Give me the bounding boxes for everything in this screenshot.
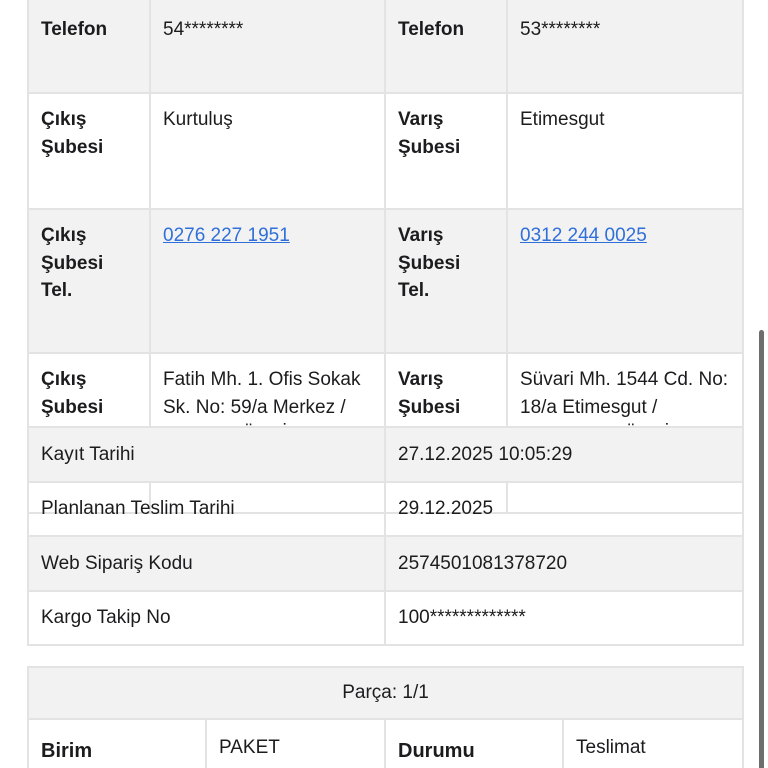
origin-branch-value: Kurtuluş <box>150 93 385 209</box>
web-order-code-label: Web Sipariş Kodu <box>28 536 385 591</box>
tracking-number-value: 100************* <box>385 591 743 646</box>
dest-branch-address-label: Varış Şubesi <box>385 353 507 513</box>
phone-row <box>28 0 743 93</box>
parts-table <box>27 666 744 768</box>
registration-date-value: 27.12.2025 10:05:29 <box>385 427 743 482</box>
dest-branch-value: Etimesgut <box>507 93 743 209</box>
origin-branch-tel-link[interactable]: 0276 227 1951 <box>163 225 290 246</box>
branch-row <box>28 93 743 209</box>
dest-branch-tel-label: Varış Şubesi Tel. <box>385 209 507 353</box>
dest-branch-address-value: Süvari Mh. 1544 Cd. No: 18/a Etimesgut / <box>507 353 743 513</box>
origin-branch-tel-cell <box>150 209 385 353</box>
parts-header-row <box>28 667 743 719</box>
detail-row-web-order-code <box>28 536 743 591</box>
planned-delivery-label: Planlanan Teslim Tarihi <box>28 482 385 537</box>
origin-branch-address-value: Fatih Mh. 1. Ofis Sokak Sk. No: 59/a Merkez / <box>150 353 385 513</box>
status-label: Durumu <box>385 719 563 768</box>
dest-branch-tel-link[interactable]: 0312 244 0025 <box>520 225 647 246</box>
sender-phone-label: Telefon <box>28 0 150 93</box>
sender-phone-value: 54******** <box>150 0 385 93</box>
origin-branch-tel-label: Çıkış Şubesi Tel. <box>28 209 150 353</box>
branch-tel-row <box>28 209 743 353</box>
parts-header: Parça: 1/1 <box>28 667 743 719</box>
planned-delivery-value: 29.12.2025 <box>385 482 743 537</box>
detail-row-registration-date <box>28 427 743 482</box>
dest-branch-tel-cell <box>507 209 743 353</box>
registration-date-label: Kayıt Tarihi <box>28 427 385 482</box>
detail-row-planned-delivery <box>28 482 743 537</box>
shipment-details-table <box>27 426 744 646</box>
detail-row-tracking-number <box>28 591 743 646</box>
part-row <box>28 719 743 768</box>
dest-branch-label: Varış Şubesi <box>385 93 507 209</box>
origin-branch-label: Çıkış Şubesi <box>28 93 150 209</box>
unit-value: PAKET <box>206 719 385 768</box>
receiver-phone-value: 53******** <box>507 0 743 93</box>
receiver-phone-label: Telefon <box>385 0 507 93</box>
status-value: Teslimat <box>563 719 743 768</box>
vertical-scrollbar[interactable] <box>759 330 764 768</box>
unit-label: Birim <box>28 719 206 768</box>
origin-branch-address-label: Çıkış Şubesi <box>28 353 150 513</box>
tracking-number-label: Kargo Takip No <box>28 591 385 646</box>
web-order-code-value: 2574501081378720 <box>385 536 743 591</box>
